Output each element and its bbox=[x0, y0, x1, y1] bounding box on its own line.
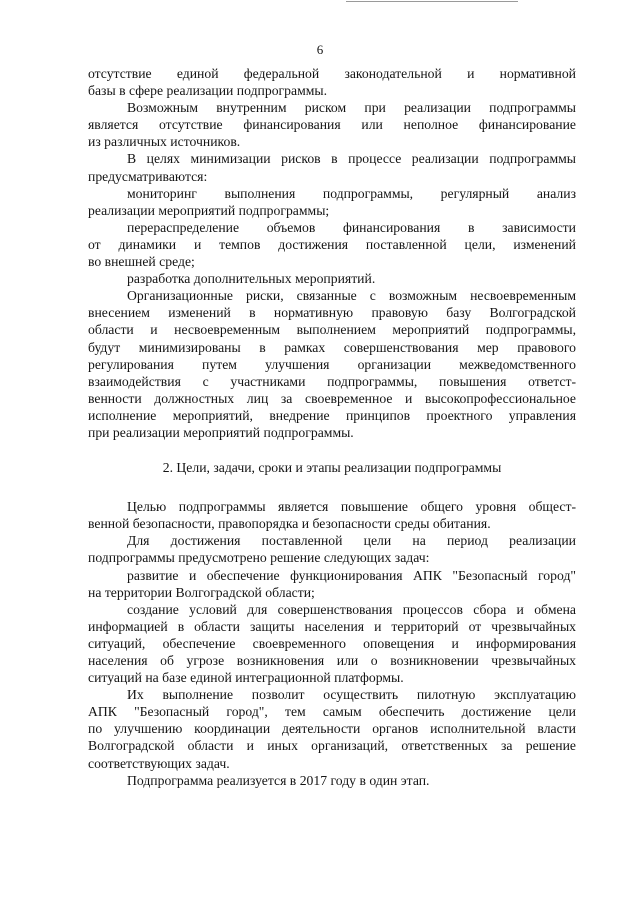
text-line: от динамики и темпов достижения поставленной цели, изменений bbox=[88, 236, 576, 252]
text-line: ситуаций на базе единой интеграционной платформы. bbox=[88, 670, 404, 686]
text-line: отсутствие единой федеральной законодательной и нормативной bbox=[88, 66, 576, 81]
text-line: реализации мероприятий подпрограммы; bbox=[88, 202, 330, 218]
text-line: Организационные риски, связанные с возможным несвоевременным bbox=[127, 288, 576, 304]
text-line: подпрограммы предусмотрено решение следующих задач: bbox=[88, 550, 430, 566]
text-line: на территории Волгоградской области; bbox=[88, 584, 315, 600]
text-line: является отсутствие финансирования или неполное финансирование bbox=[88, 117, 576, 133]
text-line: Их выполнение позволит осуществить пилотную эксплуатацию bbox=[127, 687, 576, 703]
text-line: Подпрограмма реализуется в 2017 году в один этап. bbox=[127, 772, 430, 788]
risk-section bbox=[88, 65, 576, 441]
text-line: будут минимизированы в рамках совершенствования мер правового bbox=[88, 339, 576, 355]
text-line: при реализации мероприятий подпрограммы. bbox=[88, 424, 354, 440]
text-line: во внешней среде; bbox=[88, 254, 195, 270]
goals-section bbox=[88, 498, 576, 789]
text-line: предусматриваются: bbox=[88, 168, 208, 184]
text-line: создание условий для совершенствования процессов сбора и обмена bbox=[127, 601, 576, 617]
text-line: Для достижения поставленной цели на период реализации bbox=[127, 533, 576, 549]
text-line: области и несвоевременным выполнением мероприятий подпрограммы, bbox=[88, 322, 576, 338]
section-heading: 2. Цели, задачи, сроки и этапы реализации подпрограммы bbox=[162, 460, 502, 476]
text-line: из различных источников. bbox=[88, 134, 241, 150]
text-line: исполнение мероприятий, внедрение принципов проектного управления bbox=[88, 407, 576, 423]
page-number: 6 bbox=[316, 42, 324, 57]
text-line: развитие и обеспечение функционирования АПК "Безопасный город" bbox=[127, 567, 576, 583]
text-line: разработка дополнительных мероприятий. bbox=[127, 271, 376, 287]
text-line: мониторинг выполнения подпрограммы, регулярный анализ bbox=[127, 185, 576, 201]
text-line: взаимодействия с участниками подпрограммы, повышения ответст- bbox=[88, 373, 576, 389]
text-line: перераспределение объемов финансирования в зависимости bbox=[127, 219, 576, 235]
text-line: венности должностных лиц за своевременное и высокопрофессиональное bbox=[88, 390, 576, 406]
text-line: АПК "Безопасный город", тем самым обеспечить достижение цели bbox=[88, 704, 576, 720]
text-line: по улучшению координации деятельности органов исполнительной власти bbox=[88, 721, 576, 737]
text-line: соответствующих задач. bbox=[88, 755, 230, 771]
top-rule bbox=[346, 1, 518, 2]
text-line: ситуаций, обеспечение своевременного оповещения и информирования bbox=[88, 635, 576, 651]
text-line: информацией в области защиты населения и территорий от чрезвычайных bbox=[88, 618, 576, 634]
text-line: Волгоградской области и иных организаций, ответственных за решение bbox=[88, 738, 576, 754]
text-line: В целях минимизации рисков в процессе реализации подпрограммы bbox=[127, 151, 576, 167]
text-line: базы в сфере реализации подпрограммы. bbox=[88, 83, 328, 99]
text-line: венной безопасности, правопорядка и безопасности среды обитания. bbox=[88, 516, 491, 532]
text-line: регулирования путем улучшения организации межведомственного bbox=[88, 356, 576, 372]
text-line: Возможным внутренним риском при реализации подпрограммы bbox=[127, 100, 576, 116]
document-body bbox=[88, 65, 576, 789]
text-line: населения об угрозе возникновения или о возникновении чрезвычайных bbox=[88, 653, 576, 668]
text-line: Целью подпрограммы является повышение общего уровня общест- bbox=[127, 499, 576, 515]
text-line: внесением изменений в нормативную правовую базу Волгоградской bbox=[88, 305, 576, 321]
